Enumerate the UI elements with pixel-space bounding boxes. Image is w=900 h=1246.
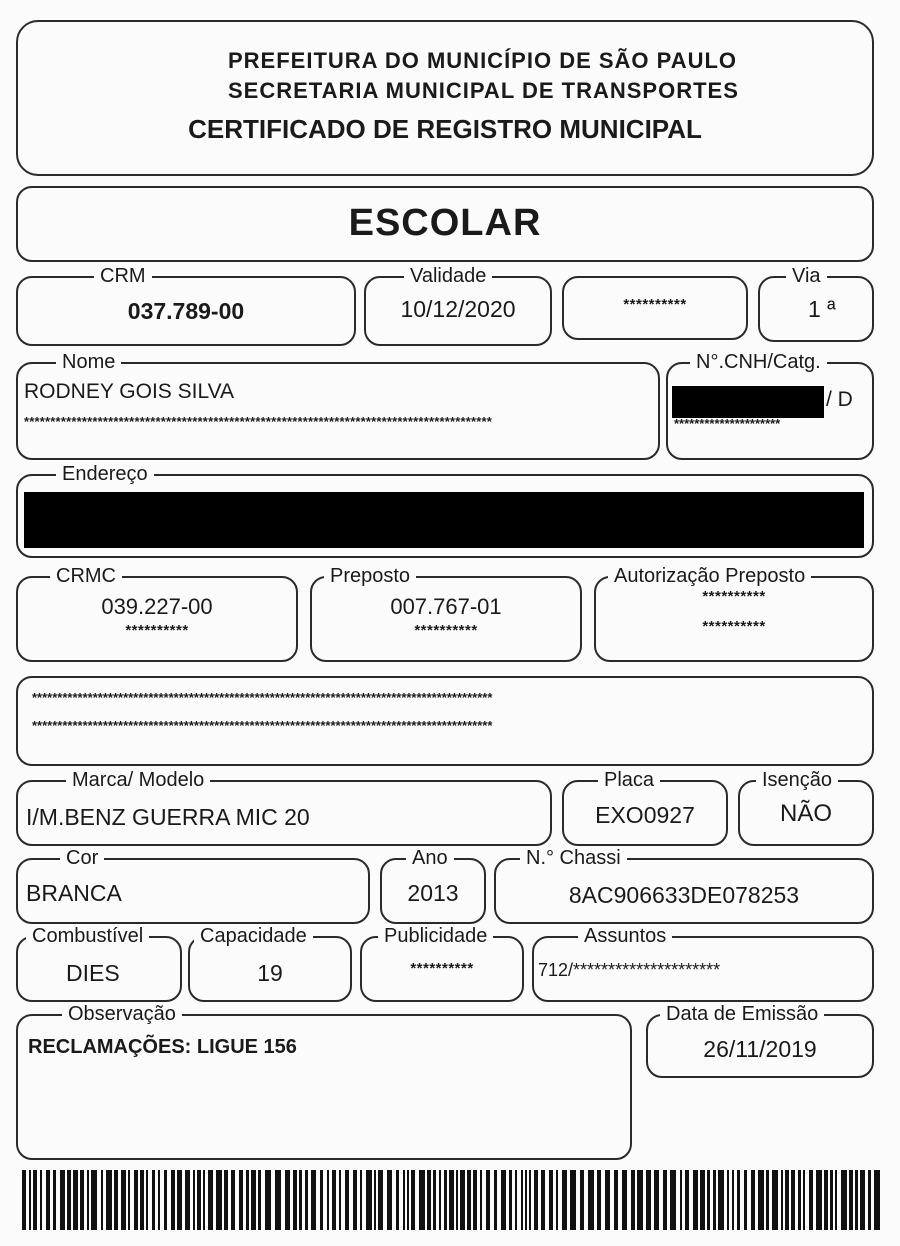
masked-block-line1: ******************************************************************************************* bbox=[32, 690, 493, 705]
header-prefeitura: PREFEITURA DO MUNICÍPIO DE SÃO PAULO bbox=[228, 48, 738, 73]
combustivel-value: DIES bbox=[66, 960, 120, 986]
chassi-field bbox=[494, 847, 874, 924]
ano-field bbox=[380, 847, 486, 924]
observacao-field bbox=[16, 1003, 632, 1160]
cnh-number-redaction bbox=[672, 386, 824, 418]
placa-value: EXO0927 bbox=[595, 802, 695, 828]
isencao-label: Isenção bbox=[756, 768, 838, 792]
cnh-category: / D bbox=[826, 388, 853, 411]
capacidade-field bbox=[188, 925, 352, 1002]
crm-field bbox=[16, 265, 356, 346]
preposto-masked: ********** bbox=[414, 622, 478, 639]
endereco-field bbox=[16, 463, 874, 558]
observacao-value: RECLAMAÇÕES: LIGUE 156 bbox=[28, 1036, 297, 1058]
crmc-value: 039.227-00 bbox=[101, 594, 213, 619]
chassi-label: N.° Chassi bbox=[520, 846, 627, 870]
observacao-label: Observação bbox=[62, 1002, 182, 1026]
cor-field bbox=[16, 847, 370, 924]
header-box bbox=[16, 20, 874, 176]
autorizacao-masked-2: ********** bbox=[702, 618, 766, 635]
endereco-label: Endereço bbox=[56, 462, 154, 486]
ano-value: 2013 bbox=[407, 880, 459, 906]
placa-field bbox=[562, 769, 728, 846]
capacidade-label: Capacidade bbox=[194, 924, 313, 948]
cnh-label: N°.CNH/Catg. bbox=[690, 350, 827, 374]
emissao-value: 26/11/2019 bbox=[703, 1036, 817, 1062]
endereco-redaction bbox=[24, 492, 864, 548]
barcode bbox=[22, 1170, 882, 1230]
marca-value: I/M.BENZ GUERRA MIC 20 bbox=[26, 804, 310, 830]
document-title: CERTIFICADO DE REGISTRO MUNICIPAL bbox=[188, 114, 702, 144]
category-box bbox=[16, 186, 874, 262]
marca-label: Marca/ Modelo bbox=[66, 768, 210, 792]
validade-value: 10/12/2020 bbox=[400, 296, 516, 322]
cnh-masked: ********************* bbox=[674, 416, 781, 431]
preposto-field bbox=[310, 565, 582, 662]
masked-field bbox=[562, 276, 748, 340]
publicidade-value: ********** bbox=[410, 960, 474, 977]
publicidade-field bbox=[360, 925, 524, 1002]
placa-label: Placa bbox=[598, 768, 660, 792]
crmc-masked: ********** bbox=[125, 622, 189, 639]
isencao-value: NÃO bbox=[779, 800, 832, 827]
preposto-value: 007.767-01 bbox=[390, 594, 502, 619]
emissao-field bbox=[646, 1003, 874, 1078]
nome-value: RODNEY GOIS SILVA bbox=[24, 380, 235, 403]
masked-field-value: ********** bbox=[623, 296, 687, 313]
validade-label: Validade bbox=[404, 264, 492, 288]
assuntos-value: 712/********************* bbox=[538, 960, 721, 980]
emissao-label: Data de Emissão bbox=[660, 1002, 824, 1026]
capacidade-value: 19 bbox=[257, 960, 283, 986]
crmc-label: CRMC bbox=[50, 564, 122, 588]
via-value: 1 ª bbox=[808, 296, 836, 322]
validade-field bbox=[364, 265, 552, 346]
autorizacao-label: Autorização Preposto bbox=[608, 564, 811, 588]
autorizacao-masked-1: ********** bbox=[702, 588, 766, 605]
assuntos-label: Assuntos bbox=[578, 924, 672, 948]
autorizacao-field bbox=[594, 565, 874, 662]
masked-block bbox=[16, 676, 874, 766]
via-field bbox=[758, 265, 874, 342]
nome-label: Nome bbox=[56, 350, 121, 374]
crm-value: 037.789-00 bbox=[127, 298, 245, 324]
header-secretaria: SECRETARIA MUNICIPAL DE TRANSPORTES bbox=[228, 78, 739, 103]
marca-field bbox=[16, 769, 552, 846]
cnh-field bbox=[666, 351, 874, 460]
combustivel-label: Combustível bbox=[26, 924, 149, 948]
crmc-field bbox=[16, 565, 298, 662]
cor-label: Cor bbox=[60, 846, 104, 870]
chassi-value: 8AC906633DE078253 bbox=[568, 882, 800, 908]
nome-masked: ***************************************************************************************** bbox=[24, 414, 493, 429]
ano-label: Ano bbox=[406, 846, 454, 870]
crm-label: CRM bbox=[94, 264, 152, 288]
masked-block-line2: ******************************************************************************************* bbox=[32, 718, 493, 733]
publicidade-label: Publicidade bbox=[378, 924, 493, 948]
nome-field bbox=[16, 351, 660, 460]
category-value: ESCOLAR bbox=[348, 202, 542, 244]
cor-value: BRANCA bbox=[26, 880, 122, 906]
isencao-field bbox=[738, 769, 874, 846]
via-label: Via bbox=[786, 264, 827, 288]
preposto-label: Preposto bbox=[324, 564, 416, 588]
assuntos-field bbox=[532, 925, 874, 1002]
combustivel-field bbox=[16, 925, 182, 1002]
